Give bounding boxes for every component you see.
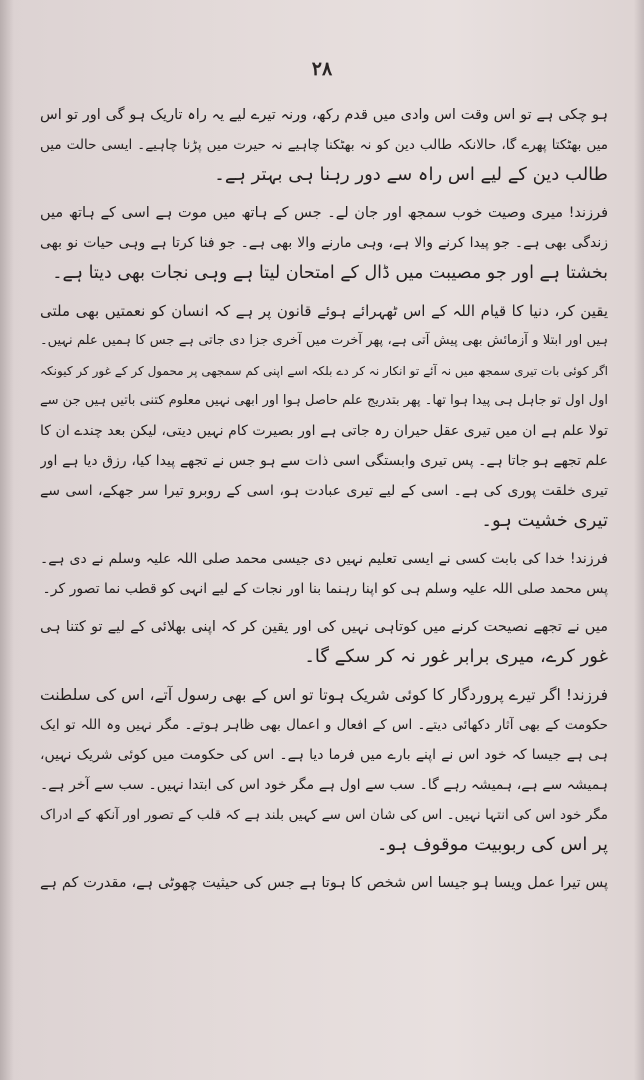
body-text [40, 100, 608, 898]
page-left-shadow [0, 0, 14, 1080]
text-line: پر اس کی ربوبیت موقوف ہو۔ [376, 834, 608, 855]
page-number: ۲۸ [311, 58, 333, 80]
paragraph [40, 100, 608, 190]
text-line: ہو چکی ہے تو اس وقت اس وادی میں قدم رکھ، ورنہ تیرے لیے یہ راہ تاریک ہو گی اور تو اس [40, 107, 608, 123]
paragraph [40, 198, 608, 288]
text-line: طالب دین کے لیے اس راہ سے دور رہنا ہی بہتر ہے۔ [214, 164, 608, 185]
paragraph [40, 296, 608, 536]
text-line: فرزند! خدا کی بابت کسی نے ایسی تعلیم نہیں دی جیسی محمد صلی اللہ علیہ وسلم نے دی ہے۔ [40, 551, 608, 567]
text-line: ہمیشہ سے ہے، ہمیشہ رہے گا۔ سب سے اول ہے مگر خود اس کی ابتدا نہیں۔ سب سے آخر ہے۔ [40, 777, 608, 793]
text-line: غور کرے، میری برابر غور نہ کر سکے گا۔ [304, 646, 608, 667]
text-line: میں نے تجھے نصیحت کرنے میں کوتاہی نہیں کی اور یقین کر کہ اپنی بھلائی کے لیے تو کتنا ہی [40, 619, 608, 635]
page-right-shadow [634, 0, 644, 1080]
text-line: فرزند! اگر تیرے پروردگار کا کوئی شریک ہوتا تو اس کے بھی رسول آتے، اس کی سلطنت [40, 686, 608, 704]
text-line: پس محمد صلی اللہ علیہ وسلم ہی کو اپنا رہنما بنا اور نجات کے لیے انہی کو قطب نما تصور کر۔ [42, 581, 608, 597]
text-line: بخشتا ہے اور جو مصیبت میں ڈال کے امتحان لیتا ہے وہی نجات بھی دیتا ہے۔ [52, 263, 608, 283]
paragraph [40, 868, 608, 898]
text-line: حکومت کے بھی آثار دکھائی دیتے۔ اس کے افعال و اعمال بھی ظاہر ہوتے۔ مگر نہیں وہ اللہ تو ایک [40, 717, 608, 733]
text-line: پس تیرا عمل ویسا ہو جیسا اس شخص کا ہوتا ہے جس کی حیثیت چھوٹی ہے، مقدرت کم ہے [40, 875, 608, 891]
text-line: میں بھٹکتا پھرے گا، حالانکہ طالب دین کو نہ بھٹکنا چاہیے نہ حیرت میں پڑنا چاہیے۔ ایسی حالت میں [40, 137, 608, 153]
text-line: تولا علم ہے ان میں تیری عقل حیران رہ جاتی ہے اور بصیرت کام نہیں دیتی، لیکن بعد چندے ان کا [40, 423, 608, 439]
paragraph [40, 680, 608, 860]
text-line: مگر خود اس کی انتہا نہیں۔ اس کی شان اس سے کہیں بلند ہے کہ قلب کے تصور اور آنکھ کے ادراک [40, 807, 608, 823]
text-line: اگر کوئی بات تیری سمجھ میں نہ آئے تو انکار نہ کر دے بلکہ اسے اپنی کم سمجھی پر محمول کر کے غور کر کیونکہ [40, 364, 608, 378]
text-line: زندگی بھی ہے۔ جو پیدا کرنے والا ہے، وہی مارنے والا بھی ہے۔ جو فنا کرتا ہے وہی حیات نو بھی [40, 235, 608, 251]
text-line: فرزند! میری وصیت خوب سمجھ اور جان لے۔ جس کے ہاتھ میں موت ہے اسی کے ہاتھ میں [40, 205, 608, 221]
text-line: تیری خشیت ہو۔ [481, 510, 608, 531]
text-line: ہی ہے جیسا کہ خود اس نے اپنے بارے میں فرما دیا ہے۔ اس کی حکومت میں کوئی شریک نہیں، [40, 747, 608, 763]
text-line: ہیں اور ابتلا و آزمائش بھی پیش آتی ہے، پھر آخرت میں آخری جزا دی جاتی ہے جس کا ہمیں علم نہیں۔ [40, 333, 608, 348]
text-line: اول اول تو جاہل ہی پیدا ہوا تھا۔ پھر بتدریج علم حاصل ہوا اور ابھی نہیں معلوم کتنی باتیں ہیں جن سے [40, 393, 608, 408]
text-line: یقین کر، دنیا کا قیام اللہ کے اس ٹھہرائے ہوئے قانون پر ہے کہ انسان کو نعمتیں بھی ملتی [40, 302, 608, 320]
paragraph [40, 544, 608, 604]
text-line: علم تجھے ہو جاتا ہے۔ پس تیری وابستگی اسی ذات سے ہو جس نے تجھے پیدا کیا، رزق دیا ہے اور [40, 453, 608, 469]
text-line: تیری خلقت پوری کی ہے۔ اسی کے لیے تیری عبادت ہو، اسی کے روبرو تیرا سر جھکے، اسی سے [40, 483, 608, 499]
paragraph [40, 612, 608, 672]
